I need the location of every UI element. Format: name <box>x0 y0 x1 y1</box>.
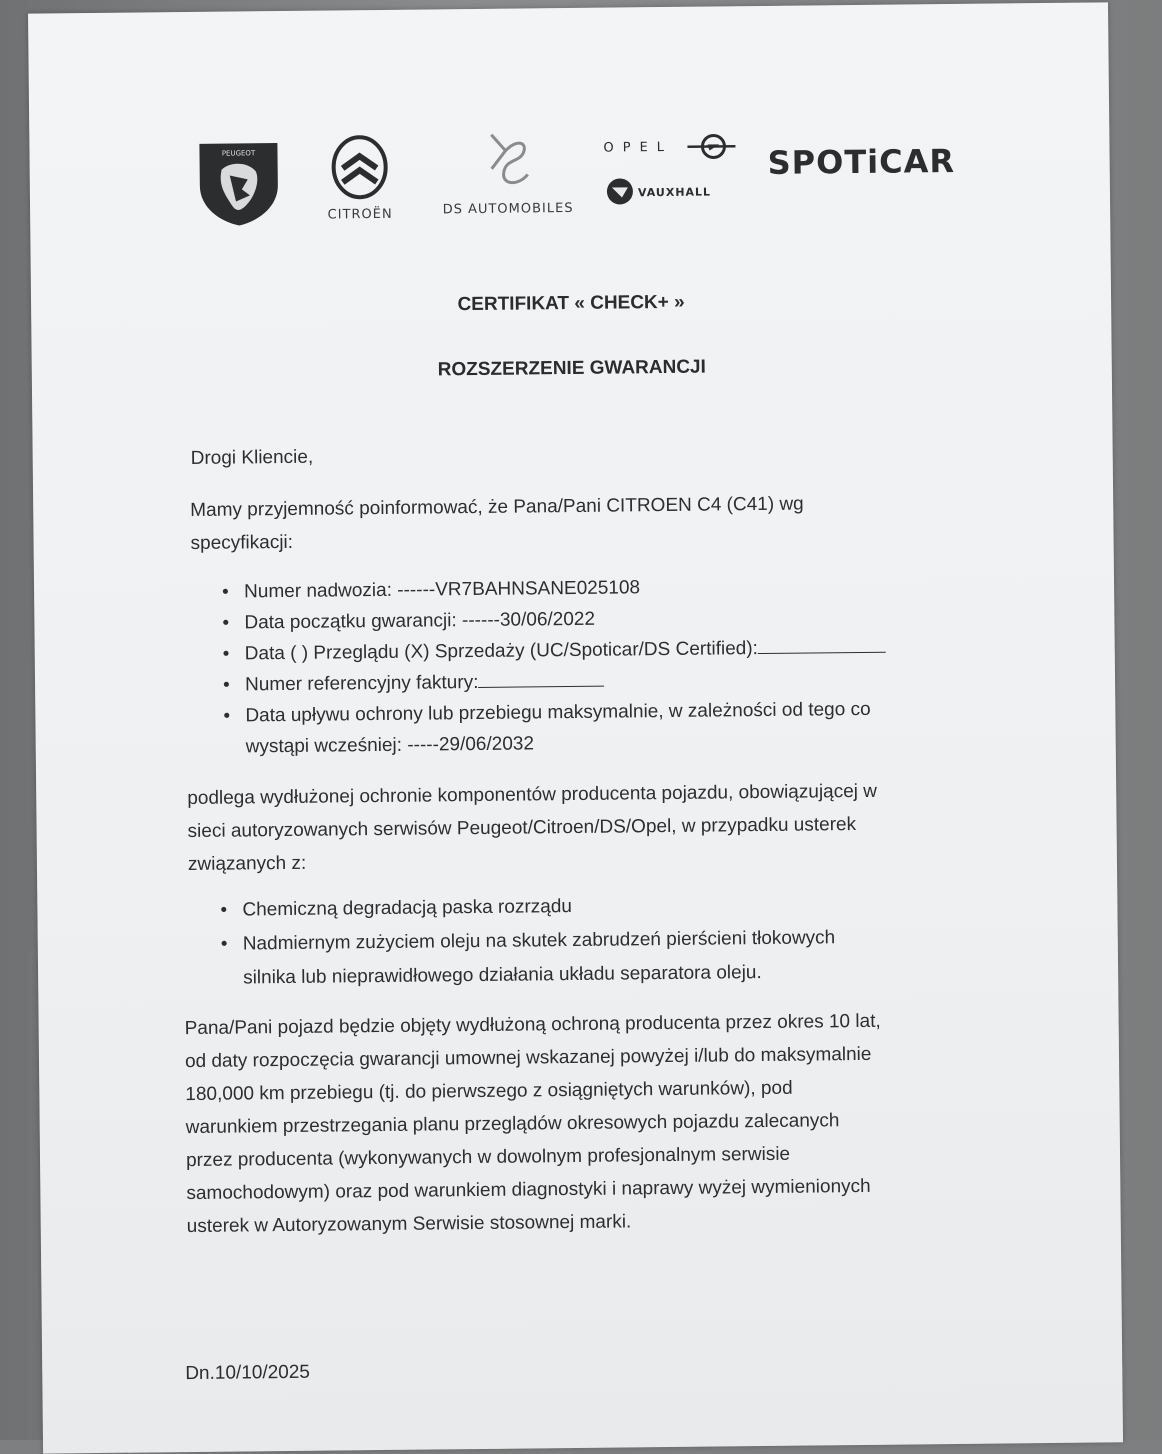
bullet: • <box>221 581 229 603</box>
defect-text: Nadmiernym zużyciem oleju na skutek zabrudzeń pierścieni tłokowych <box>242 927 836 955</box>
greeting: Drogi Kliencie, <box>190 446 314 469</box>
spec-text: Numer referencyjny faktury: <box>244 671 479 696</box>
terms-line: od daty rozpoczęcia gwarancji umownej wskazanej powyżej i/lub do maksymalnie <box>184 1043 872 1073</box>
specification-list <box>222 568 1024 762</box>
bullet: • <box>223 705 231 727</box>
terms-line: samochodowym) oraz pod warunkiem diagnostyki i naprawy wyżej wymienionych <box>186 1175 871 1205</box>
certificate-document <box>28 2 1123 1453</box>
brand-logos-row <box>29 112 1110 253</box>
intro-line: specyfikacji: <box>190 531 294 554</box>
bullet: • <box>220 899 228 921</box>
terms-line: przez producenta (wykonywanych w dowolnym profesjonalnym serwisie <box>185 1143 791 1172</box>
ds-automobiles-logo <box>439 128 576 223</box>
document-date: Dn.10/10/2025 <box>185 1361 311 1385</box>
terms-line: warunkiem przestrzegania planu przeglądów okresowych pojazdu zalecanych <box>185 1110 840 1139</box>
spoticar-logo-text: SPOTiCAR <box>767 141 956 182</box>
ds-logo-text: DS AUTOMOBILES <box>442 200 574 218</box>
vauxhall-logo-text: VAUXHALL <box>637 185 712 200</box>
defects-list <box>220 885 1021 995</box>
spec-text: Data ( ) Przeglądu (X) Sprzedaży (UC/Spoticar/DS Certified): <box>244 638 758 665</box>
terms-line: 180,000 km przebiegu (tj. do pierwszego z osiągniętych warunków), pod <box>185 1077 793 1106</box>
defect-text: Chemiczną degradacją paska rozrządu <box>242 896 573 921</box>
citroen-logo <box>309 134 410 225</box>
peugeot-logo-text: PEUGEOT <box>221 149 256 158</box>
spec-text: Data upływu ochrony lub przebiegu maksymalnie, w zależności od tego co <box>245 698 871 727</box>
intro-line: Mamy przyjemność poinformować, że Pana/Pani CITROEN C4 (C41) wg <box>190 493 804 521</box>
spec-text: Data początku gwarancji: ------30/06/2022 <box>244 608 596 634</box>
peugeot-logo <box>195 139 282 228</box>
terms-line: usterek w Autoryzowanym Serwisie stosownej marki. <box>186 1211 632 1238</box>
bullet: • <box>222 643 230 665</box>
defect-item <box>221 919 1022 995</box>
bullet: • <box>220 933 228 955</box>
blank-line <box>478 670 604 688</box>
coverage-line: związanych z: <box>187 852 307 876</box>
coverage-line: podlega wydłużonej ochronie komponentów producenta pojazdu, obowiązującej w <box>187 780 878 810</box>
terms-paragraph <box>184 1005 882 1243</box>
coverage-paragraph <box>187 775 878 881</box>
opel-logo-text: OPEL <box>603 139 674 156</box>
certificate-title: CERTIFIKAT « CHECK+ » <box>457 291 685 316</box>
defect-text: silnika lub nieprawidłowego działania układu separatora oleju. <box>243 962 762 989</box>
citroen-logo-text: CITROËN <box>327 206 393 223</box>
intro-paragraph <box>190 488 804 560</box>
certificate-subtitle: ROZSZERZENIE GWARANCJI <box>437 356 706 381</box>
terms-line: Pana/Pani pojazd będzie objęty wydłużoną ochroną producenta przez okres 10 lat, <box>184 1010 881 1040</box>
bullet: • <box>222 674 230 696</box>
coverage-line: sieci autoryzowanych serwisów Peugeot/Citroen/DS/Opel, w przypadku usterek <box>187 814 857 843</box>
opel-vauxhall-logo <box>601 128 742 215</box>
spec-text: wystąpi wcześniej: -----29/06/2032 <box>245 733 535 758</box>
spec-item-expiry <box>223 692 1024 762</box>
bullet: • <box>222 612 230 634</box>
spoticar-logo <box>767 138 968 200</box>
spec-text: Numer nadwozia: ------VR7BAHNSANE025108 <box>243 577 641 603</box>
blank-line <box>758 636 886 654</box>
